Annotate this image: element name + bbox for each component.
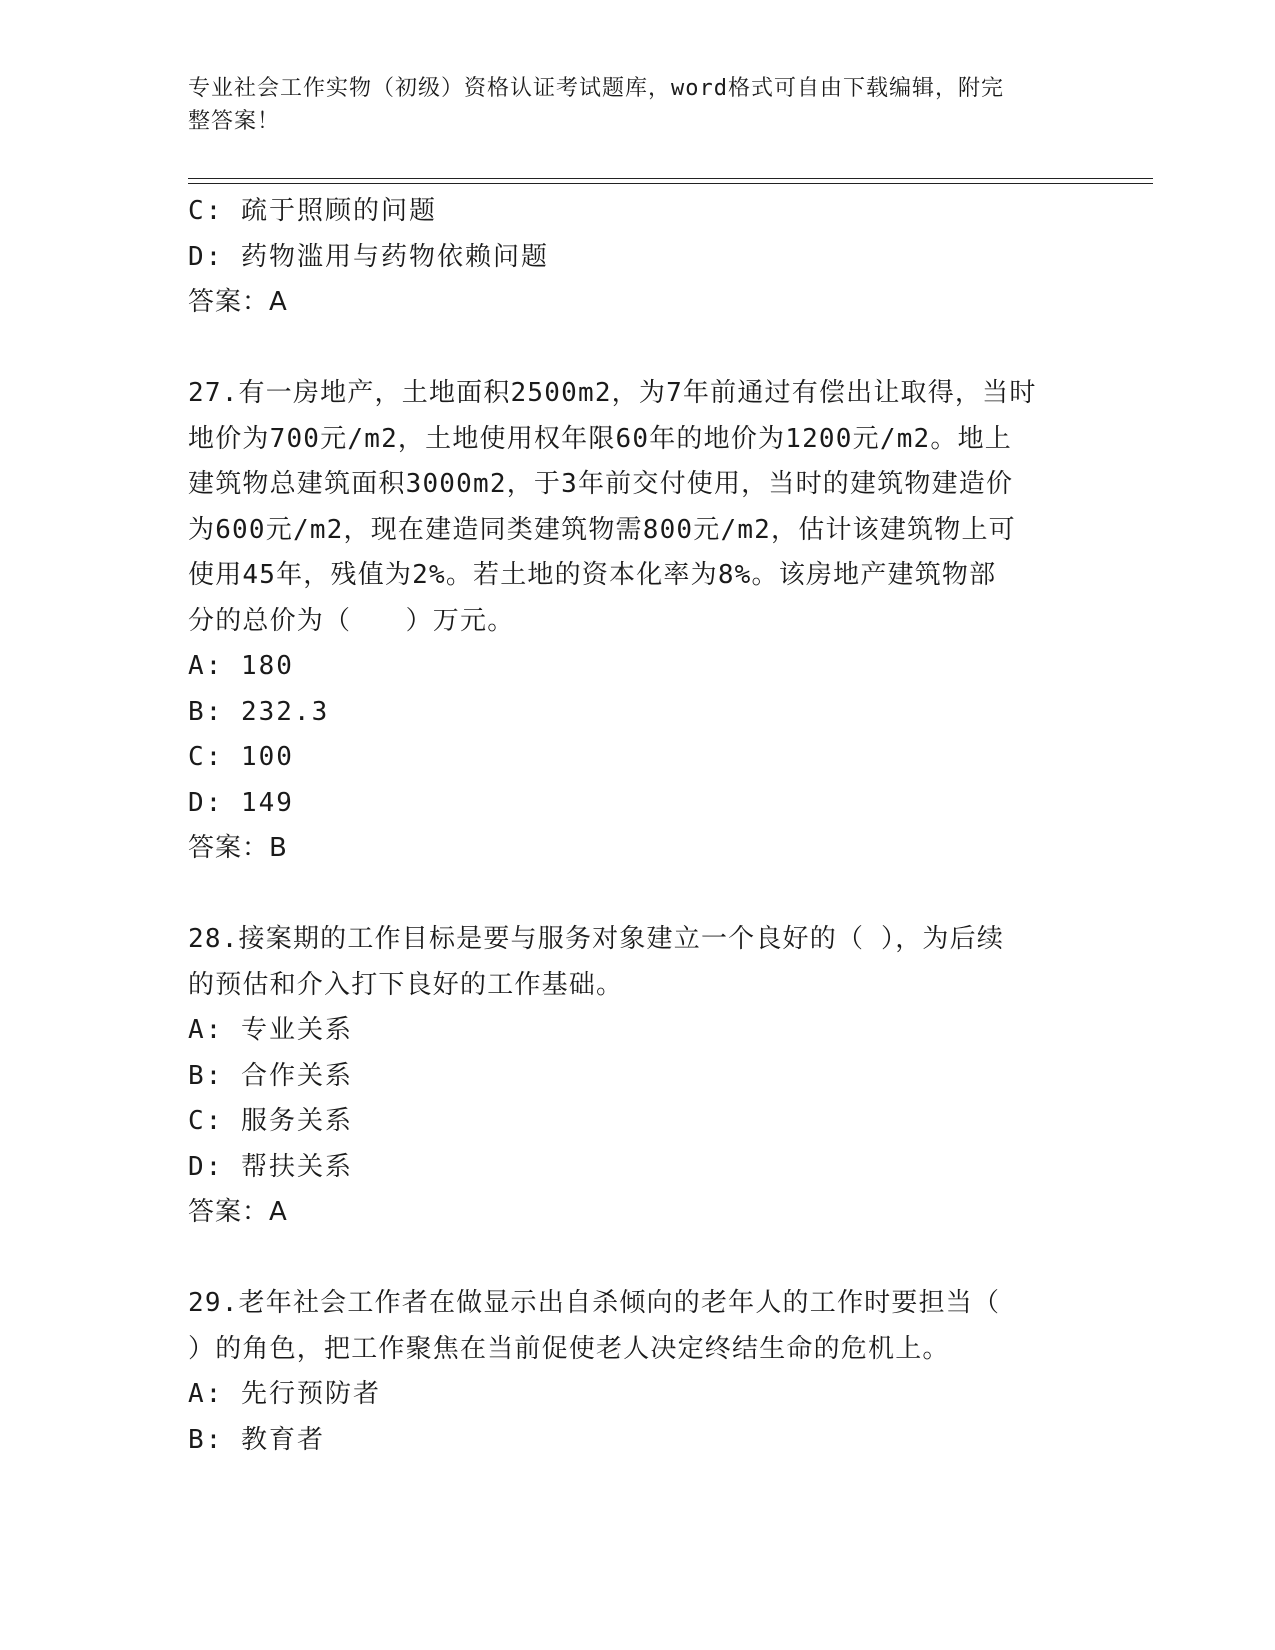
header-line-2: 整答案！ [188,109,281,134]
header-line-1: 专业社会工作实物（初级）资格认证考试题库，word格式可自由下载编辑，附完 [188,76,1004,101]
answer-line: 答案：A [188,1197,288,1227]
question-text-line: 27.有一房地产，土地面积2500m2，为7年前通过有偿出让取得，当时 [188,378,1037,408]
answer-line: 答案：A [188,287,288,317]
question-text-line: 的预估和介入打下良好的工作基础。 [188,969,624,1000]
question-29 [188,1281,1088,1463]
question-text-line: 28.接案期的工作目标是要与服务对象建立一个良好的（ ），为后续 [188,924,1005,954]
page-header [188,72,1068,138]
option-d: D: 帮扶关系 [188,1151,353,1182]
option-c: C: 疏于照顾的问题 [188,196,437,226]
option-c: C: 100 [188,742,294,772]
question-27 [188,371,1088,872]
header-rule-bottom [188,183,1153,184]
option-c: C: 服务关系 [188,1106,353,1136]
option-a: A: 专业关系 [188,1015,353,1045]
question-text-line: 地价为700元/m2，土地使用权年限60年的地价为1200元/m2。地上 [188,423,1013,454]
question-text-line: 分的总价为（ ）万元。 [188,605,515,636]
question-text-line: ）的角色，把工作聚焦在当前促使老人决定终结生命的危机上。 [188,1333,950,1364]
answer-line: 答案：B [188,833,288,863]
question-text-line: 为600元/m2，现在建造同类建筑物需800元/m2，估计该建筑物上可 [188,514,1016,545]
option-d: D: 药物滥用与药物依赖问题 [188,241,549,272]
option-b: B: 教育者 [188,1424,325,1455]
spacer [188,872,1088,918]
question-text-line: 使用45年，残值为2%。若土地的资本化率为8%。该房地产建筑物部 [188,560,997,590]
prev-question-options [188,189,1088,280]
question-list [188,189,1088,1463]
option-a: A: 先行预防者 [188,1379,381,1409]
header-rule-top [188,178,1153,179]
option-a: A: 180 [188,651,294,681]
option-b: B: 合作关系 [188,1060,353,1091]
question-text-line: 建筑物总建筑面积3000m2，于3年前交付使用，当时的建筑物建造价 [188,469,1014,499]
option-b: B: 232.3 [188,696,330,727]
spacer [188,1236,1088,1282]
spacer [188,326,1088,372]
option-d: D: 149 [188,787,294,818]
question-28 [188,917,1088,1236]
question-text-line: 29.老年社会工作者在做显示出自杀倾向的老年人的工作时要担当（ [188,1288,1001,1318]
